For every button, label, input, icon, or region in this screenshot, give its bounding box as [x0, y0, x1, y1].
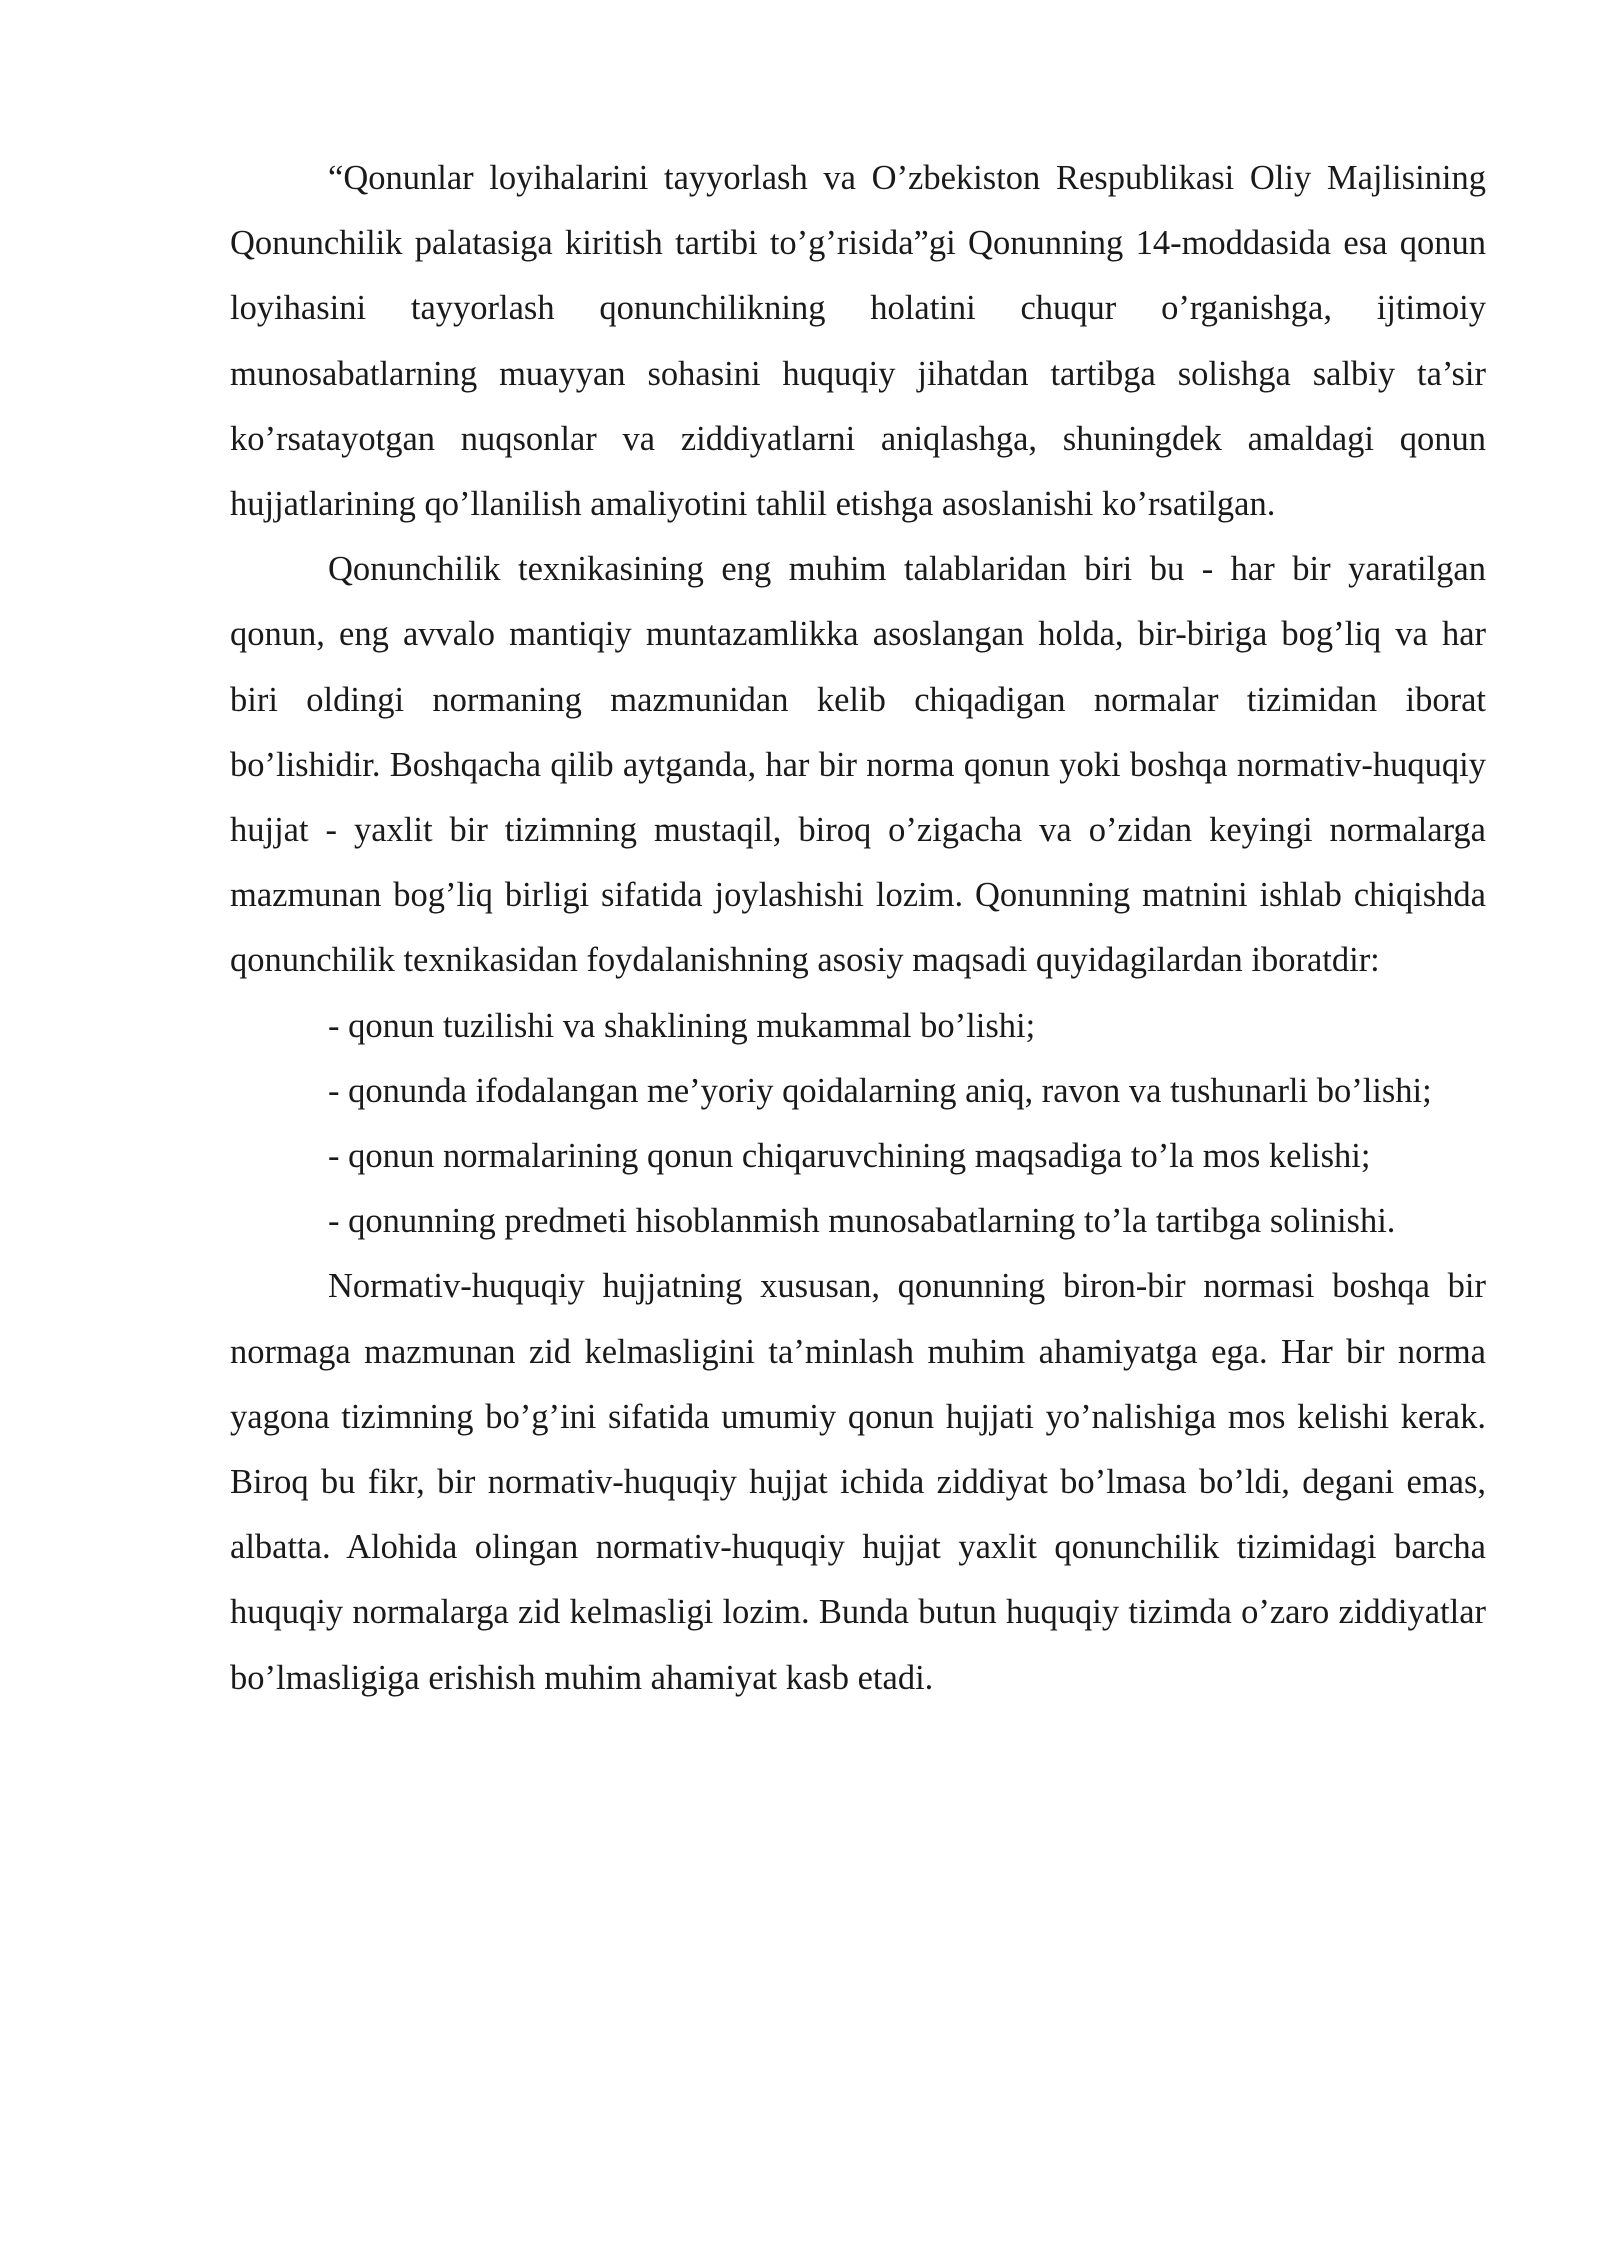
document-body: [230, 146, 1486, 1711]
list-item-law-structure: - qonun tuzilishi va shaklining mukammal bo’lishi;: [328, 1006, 1036, 1045]
paragraph-legislative-technique: Qonunchilik texnikasining eng muhim talablaridan biri bu - har bir yaratilgan qonun, eng avvalo mantiqiy muntazamlikka asoslangan holda, bir-biriga bog’liq va har biri oldingi normaning mazmunidan kelib chiqadigan normalar tizimidan iborat bo’lishidir. Boshqacha qilib aytganda, har bir norma qonun yoki boshqa normativ-huquqiy hujjat - yaxlit bir tizimning mustaqil, biroq o’zigacha va o’zidan keyingi normalarga mazmunan bog’liq birligi sifatida joylashishi lozim. Qonunning matnini ishlab chiqishda qonunchilik texnikasidan foydalanishning asosiy maqsadi quyidagilardan iboratdir:: [230, 550, 1486, 980]
paragraph-law-article-14: “Qonunlar loyihalarini tayyorlash va O’zbekiston Respublikasi Oliy Majlisining Qonunchilik palatasiga kiritish tartibi to’g’risida”gi Qonunning 14-moddasida esa qonun loyihasini tayyorlash qonunchilikning holatini chuqur o’rganishga, ijtimoiy munosabatlarning muayyan sohasini huquqiy jihatdan tartibga solishga salbiy ta’sir ko’rsatayotgan nuqsonlar va ziddiyatlarni aniqlashga, shuningdek amaldagi qonun hujjatlarining qo’llanilish amaliyotini tahlil etishga asoslanishi ko’rsatilgan.: [230, 159, 1486, 524]
list-item-norm-clarity: - qonunda ifodalangan me’yoriy qoidalarning aniq, ravon va tushunarli bo’lishi;: [328, 1071, 1432, 1110]
list-item-legislator-intent: - qonun normalarining qonun chiqaruvchining maqsadiga to’la mos kelishi;: [328, 1137, 1371, 1176]
paragraph-norm-consistency: Normativ-huquqiy hujjatning xususan, qonunning biron-bir normasi boshqa bir normaga mazmunan zid kelmasligini ta’minlash muhim ahamiyatga ega. Har bir norma yagona tizimning bo’g’ini sifatida umumiy qonun hujjati yo’nalishiga mos kelishi kerak. Biroq bu fikr, bir normativ-huquqiy hujjat ichida ziddiyat bo’lmasa bo’ldi, degani emas, albatta. Alohida olingan normativ-huquqiy hujjat yaxlit qonunchilik tizimidagi barcha huquqiy normalarga zid kelmasligi lozim. Bunda butun huquqiy tizimda o’zaro ziddiyatlar bo’lmasligiga erishish muhim ahamiyat kasb etadi.: [230, 1267, 1486, 1697]
list-item-full-regulation: - qonunning predmeti hisoblanmish munosabatlarning to’la tartibga solinishi.: [328, 1202, 1396, 1241]
